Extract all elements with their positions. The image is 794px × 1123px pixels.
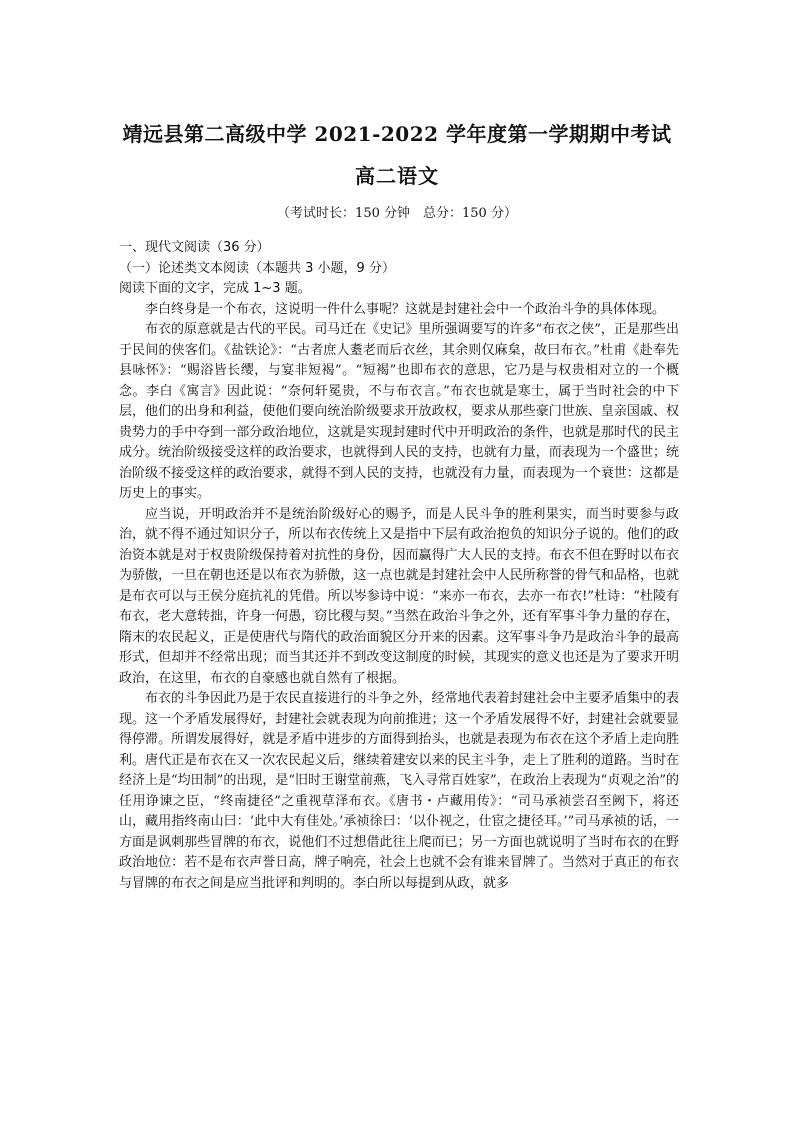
- exam-content: [119, 238, 679, 894]
- reading-instruction: 阅读下面的文字，完成 1~3 题。: [119, 281, 311, 296]
- paragraph: 布衣的斗争因此乃是于农民直接进行的斗争之外，经常地代表着封建社会中主要矛盾集中的表现。这一个矛盾发展得好，封建社会就表现为向前推进；这一个矛盾发展得不好，封建社会就要显得停滞。所谓发展得好，就是矛盾中进步的方面得到抬头，也就是表现为布衣在这个矛盾上走向胜利。唐代正是布衣在又一次农民起义后，继续着建安以来的民主斗争，走上了胜利的道路。当时在经济上是“均田制”的出现，是“旧时王谢堂前燕，飞入寻常百姓家”，在政治上表现为“贞观之治”的任用诤谏之臣，“终南捷径”之重视草泽布衣。《唐书・卢藏用传》：“司马承祯尝召至阙下，将还山，藏用指终南山曰：‘此中大有佳处。’承祯徐曰：‘以仆视之，仕宦之捷径耳。’”司马承祯的话，一方面是讽刺那些冒牌的布衣，说他们不过想借此往上爬而已；另一方面也就说明了当时布衣的在野政治地位：若不是布衣声誉日高，牌子响亮，社会上也就不会有谁来冒牌了。当然对于真正的布衣与冒牌的布衣之间是应当批评和判明的。李白所以每提到从政，就多: [119, 691, 679, 891]
- subsection-heading: （一）论述类文本阅读（本题共 3 小题，9 分）: [119, 260, 395, 276]
- exam-info: （考试时长：150 分钟 总分：150 分）: [277, 206, 517, 221]
- paragraph: 应当说，开明政治并不是统治阶级好心的赐予，而是人民斗争的胜利果实，而当时要参与政治，就不得不通过知识分子，所以布衣传统上又是指中下层有政治抱负的知识分子说的。他们的政治资本就是对于权贵阶级保持着对抗性的身份，因而赢得广大人民的支持。布衣不但在野时以布衣为骄傲，一旦在朝也还是以布衣为骄傲，这一点也就是封建社会中人民所称誉的骨气和品格，也就是布衣可以与王侯分庭抗礼的凭借。所以岑参诗中说：“来亦一布衣，去亦一布衣!”杜诗：“杜陵有布衣，老大意转拙，许身一何愚，窃比稷与契。”当然在政治斗争之外，还有军事斗争力量的存在，隋末的农民起义，正是使唐代与隋代的政治面貌区分开来的因素。这军事斗争乃是政治斗争的最高形式，但却并不经常出现；而当其还并不到改变这制度的时候，其现实的意义也还是为了要求开明政治，在这里，布衣的自豪感也就自然有了根据。: [119, 506, 679, 686]
- subject-title: 高二语文: [355, 164, 439, 188]
- paragraph: 布衣的原意就是古代的平民。司马迁在《史记》里所强调要写的许多“布衣之侠”，正是那些出于民间的侠客们。《盐铁论》：“古者庶人耋老而后衣丝，其余则仅麻枲，故曰布衣。”杜甫《赴奉先县咏怀》：“赐浴皆长缨，与宴非短褐”。“短褐”也即布衣的意思，它乃是与权贵相对立的一个概念。李白《寓言》因此说：“奈何轩冕贵，不与布衣言。”布衣也就是寒士，属于当时社会的中下层，他们的出身和利益，使他们要向统治阶级要求开放政权，要求从那些豪门世族、皇亲国戚、权贵势力的手中夺到一部分政治地位，这就是实现封建时代中开明政治的条件，也就是那时代的民主成分。统治阶级接受这样的政治要求，也就得到人民的支持，也就有力量，而表现为一个盛世；统治阶级不接受这样的政治要求，就得不到人民的支持，也就没有力量，而表现为一个衰世：这都是历史上的事实。: [119, 322, 679, 501]
- exam-title: 靖远县第二高级中学 2021-2022 学年度第一学期期中考试: [122, 122, 672, 146]
- paragraph: 李白终身是一个布衣，这说明一件什么事呢？这就是封建社会中一个政治斗争的具体体现。: [145, 301, 666, 317]
- section-heading: 一、现代文阅读（36 分）: [119, 240, 270, 255]
